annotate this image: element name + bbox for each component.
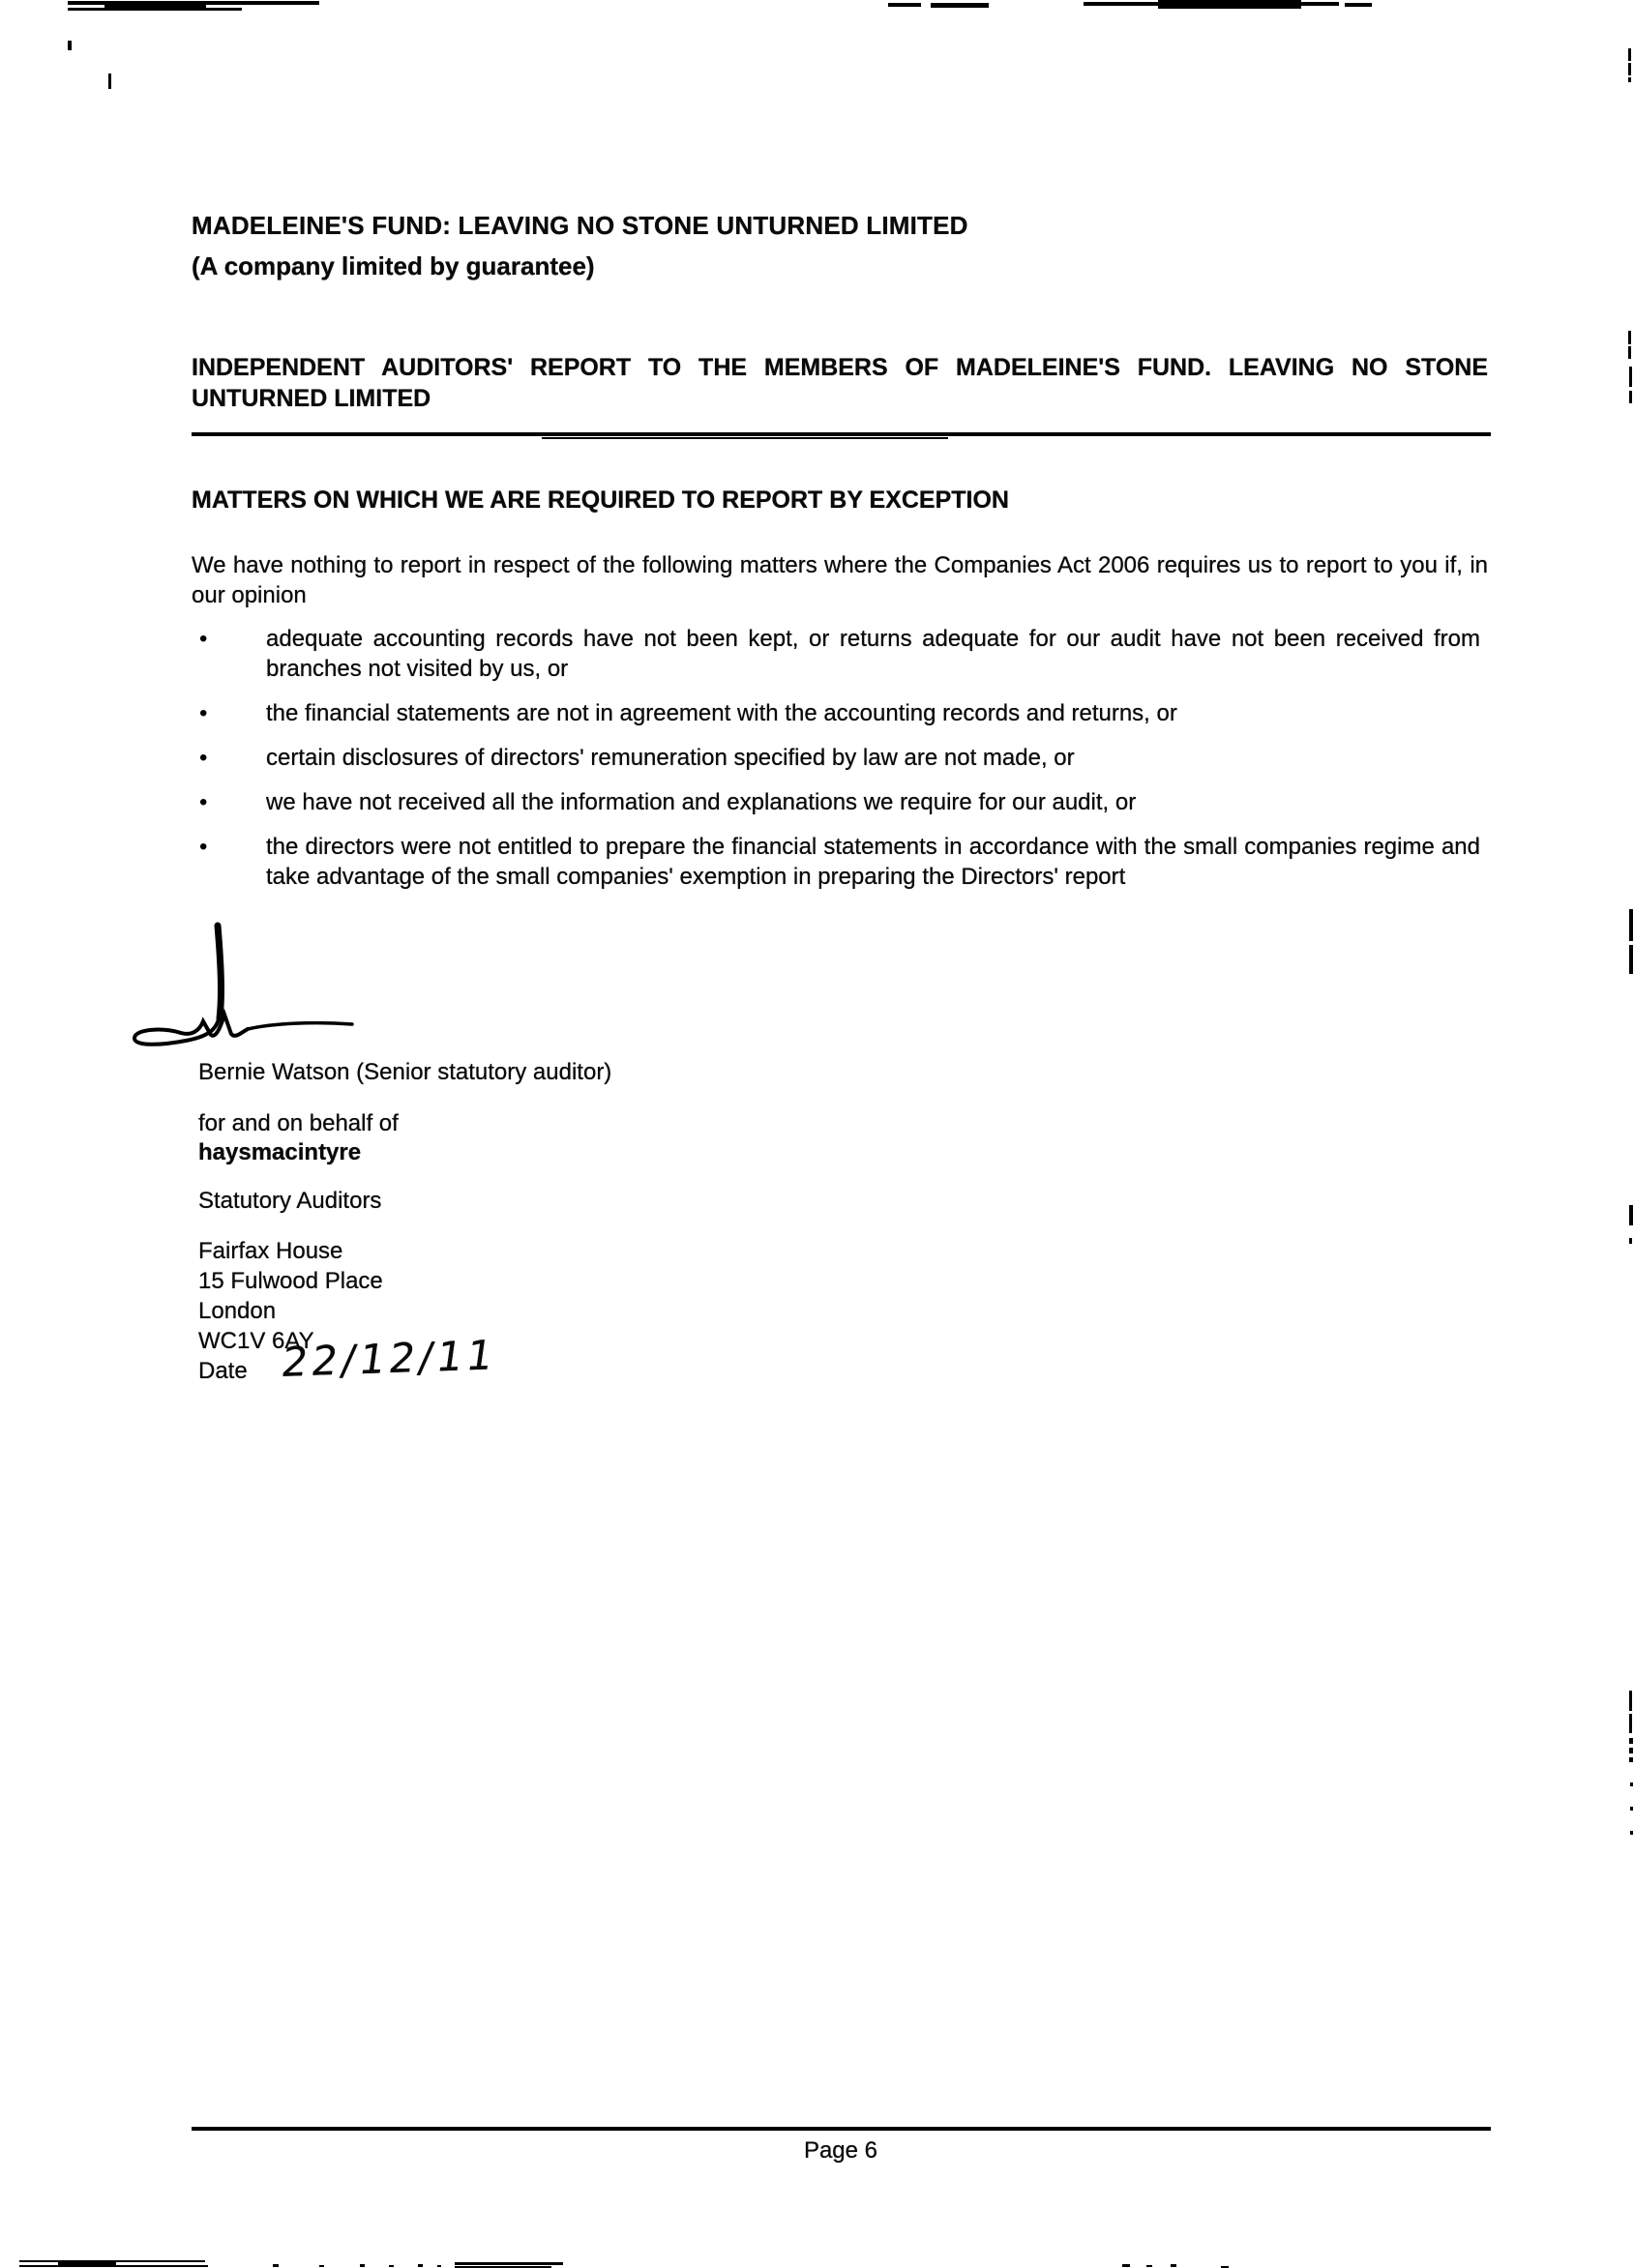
list-item	[192, 832, 1488, 892]
scan-artifact	[888, 3, 921, 7]
heading-rule-shadow	[542, 437, 948, 439]
address-line: 15 Fulwood Place	[198, 1268, 383, 1294]
scan-artifact	[104, 1, 206, 8]
scan-artifact	[1628, 48, 1631, 61]
heading-rule	[192, 432, 1491, 436]
scan-artifact	[1629, 391, 1632, 403]
scan-artifact	[68, 8, 242, 11]
audit-firm-name: haysmacintyre	[198, 1139, 362, 1165]
scan-artifact	[1158, 0, 1301, 9]
bullet-text: certain disclosures of directors' remuneration specified by law are not made, or	[266, 745, 1075, 771]
scan-artifact	[455, 2262, 563, 2265]
bullet-text: the directors were not entitled to prepare the financial statements in accordance with the small companies regime and take advantage of the small companies' exemption in preparing the Directors' report	[266, 834, 1480, 890]
on-behalf-line: for and on behalf of	[198, 1110, 399, 1136]
scan-artifact	[1628, 346, 1631, 359]
section-heading: MATTERS ON WHICH WE ARE REQUIRED TO REPORT BY EXCEPTION	[192, 486, 1009, 514]
scan-artifact	[418, 2264, 423, 2267]
scan-artifact	[360, 2264, 365, 2267]
scan-artifact	[931, 3, 989, 8]
scan-artifact	[58, 2262, 116, 2265]
scan-artifact	[1629, 909, 1633, 941]
company-subtitle: (A company limited by guarantee)	[192, 251, 595, 280]
address-line: WC1V 6AY	[198, 1328, 314, 1354]
scan-artifact	[1629, 1748, 1633, 1753]
scan-artifact	[1629, 1714, 1632, 1733]
scan-artifact	[1629, 1738, 1633, 1744]
scan-artifact	[1628, 63, 1631, 75]
list-item	[192, 624, 1488, 684]
scan-artifact	[1629, 945, 1633, 974]
scan-artifact	[1629, 1757, 1633, 1762]
scan-artifact	[1122, 2264, 1130, 2267]
signatory-name: Bernie Watson (Senior statutory auditor)	[198, 1059, 612, 1085]
scan-artifact	[1629, 1238, 1632, 1244]
bullet-text: we have not received all the information and explanations we require for our audit, or	[266, 789, 1137, 815]
intro-paragraph: We have nothing to report in respect of the following matters where the Companies Act 2006 requires us to report to you if, in our opinion	[192, 552, 1488, 608]
scan-artifact	[1628, 77, 1631, 82]
bullet-text: adequate accounting records have not been kept, or returns adequate for our audit have not been received from branches not visited by us, or	[266, 626, 1480, 682]
bullet-icon: •	[199, 700, 208, 726]
scan-artifact	[1146, 2265, 1152, 2267]
scan-artifact	[1628, 331, 1631, 344]
list-item	[192, 743, 1488, 773]
address-line: London	[198, 1298, 277, 1324]
scan-artifact	[68, 41, 72, 50]
bullet-icon: •	[199, 745, 208, 771]
scan-artifact	[1345, 3, 1372, 7]
scan-artifact	[1630, 1782, 1633, 1786]
footer-rule	[192, 2127, 1491, 2131]
list-item	[192, 787, 1488, 817]
signatory-role: Statutory Auditors	[198, 1188, 382, 1214]
scan-artifact	[1629, 1691, 1632, 1711]
bullet-icon: •	[199, 626, 208, 652]
exception-bullet-list	[192, 624, 1488, 906]
scan-artifact	[19, 2265, 208, 2267]
page-number: Page 6	[803, 2137, 878, 2164]
handwritten-signature	[126, 914, 368, 1064]
scan-artifact	[1630, 1807, 1633, 1811]
bullet-icon: •	[199, 789, 208, 815]
scan-artifact	[1171, 2264, 1176, 2267]
scan-artifact	[1630, 1831, 1633, 1835]
scan-artifact	[1629, 367, 1632, 387]
bullet-text: the financial statements are not in agreement with the accounting records and returns, or	[266, 700, 1177, 726]
scan-artifact	[389, 2265, 394, 2267]
list-item	[192, 698, 1488, 728]
scan-artifact	[437, 2265, 441, 2267]
handwritten-date: 22/12/11	[279, 1331, 500, 1386]
date-label: Date	[198, 1358, 248, 1384]
address-line: Fairfax House	[198, 1238, 343, 1264]
scan-artifact	[319, 2265, 324, 2267]
bullet-icon: •	[199, 834, 208, 860]
company-name-title: MADELEINE'S FUND: LEAVING NO STONE UNTURNED LIMITED	[192, 211, 968, 240]
scan-artifact	[108, 74, 111, 89]
scan-artifact	[273, 2264, 279, 2267]
report-heading: INDEPENDENT AUDITORS' REPORT TO THE MEMBERS OF MADELEINE'S FUND. LEAVING NO STONE UNTURNED LIMITED	[192, 354, 1488, 412]
scan-artifact	[1629, 1205, 1633, 1225]
